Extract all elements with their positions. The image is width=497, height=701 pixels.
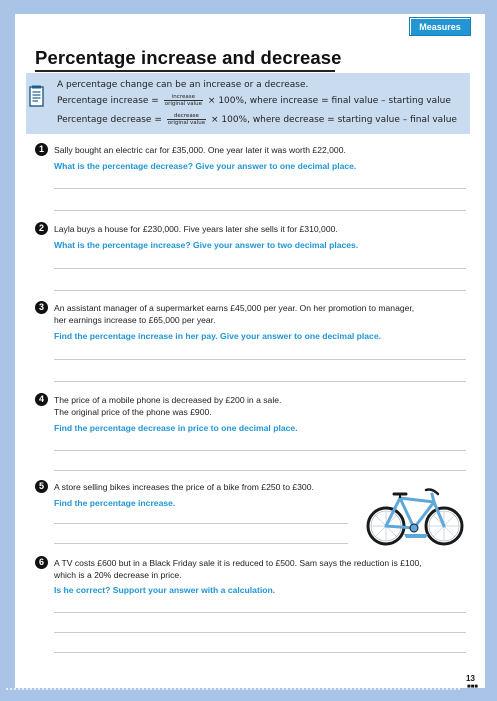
answer-line[interactable] [54,632,466,633]
question-prompt: Find the percentage increase. [54,498,176,508]
question-number: 2 [35,222,48,235]
decrease-label: Percentage decrease = [57,115,162,125]
question-text: her earnings increase to £65,000 per year. [54,315,216,325]
question-number: 3 [35,301,48,314]
decrease-fraction [167,113,206,126]
increase-denominator: original value [164,101,203,107]
question-prompt: Find the percentage increase in her pay. Give your answer to one decimal place. [54,331,381,341]
answer-line[interactable] [54,652,466,653]
decrease-formula [57,113,457,126]
page-title: Percentage increase and decrease [35,47,342,68]
question-text: A TV costs £600 but in a Black Friday sale it is reduced to £500. Sam says the reduction is £100, [54,558,422,568]
bottom-dotted-rule [5,688,460,690]
increase-fraction [164,94,203,107]
answer-line[interactable] [54,268,466,269]
answer-line[interactable] [54,290,466,291]
question-number: 5 [35,480,48,493]
topic-tab: Measures [409,17,471,36]
answer-line[interactable] [54,359,466,360]
decrease-numerator: decrease [167,113,206,120]
question-number: 1 [35,143,48,156]
answer-line[interactable] [54,612,466,613]
answer-line[interactable] [54,210,466,211]
question-text: An assistant manager of a supermarket earns £45,000 per year. On her promotion to manager, [54,303,415,313]
increase-numerator: increase [164,94,203,101]
question-text: Sally bought an electric car for £35,000. One year later it was worth £22,000. [54,145,346,155]
question-text: The price of a mobile phone is decreased by £200 in a sale. [54,395,282,405]
page-number: 13 [466,674,475,683]
notepad-icon [29,85,45,107]
title-underline [35,70,335,72]
answer-line[interactable] [54,381,466,382]
decrease-rest: × 100%, where decrease = starting value – final value [210,115,457,125]
question-prompt: What is the percentage decrease? Give your answer to one decimal place. [54,161,357,171]
question-text: which is a 20% decrease in price. [54,570,182,580]
increase-formula [57,94,451,107]
question-number: 6 [35,556,48,569]
answer-line[interactable] [54,470,466,471]
increase-label: Percentage increase = [57,96,159,106]
question-prompt: Find the percentage decrease in price to one decimal place. [54,423,298,433]
answer-line[interactable] [54,188,466,189]
question-text: Layla buys a house for £230,000. Five years later she sells it for £310,000. [54,224,338,234]
question-text: The original price of the phone was £900. [54,407,212,417]
increase-rest: × 100%, where increase = final value – starting value [207,96,451,106]
answer-line[interactable] [54,450,466,451]
info-intro: A percentage change can be an increase or a decrease. [57,80,309,90]
question-text: A store selling bikes increases the price of a bike from £250 to £300. [54,482,314,492]
question-number: 4 [35,393,48,406]
answer-line[interactable] [54,543,348,544]
question-prompt: Is he correct? Support your answer with a calculation. [54,585,276,595]
bicycle-illustration [364,476,468,548]
page-number-dots: ■■■ [467,684,478,690]
answer-line[interactable] [54,523,348,524]
decrease-denominator: original value [167,120,206,126]
question-prompt: What is the percentage increase? Give your answer to two decimal places. [54,240,359,250]
